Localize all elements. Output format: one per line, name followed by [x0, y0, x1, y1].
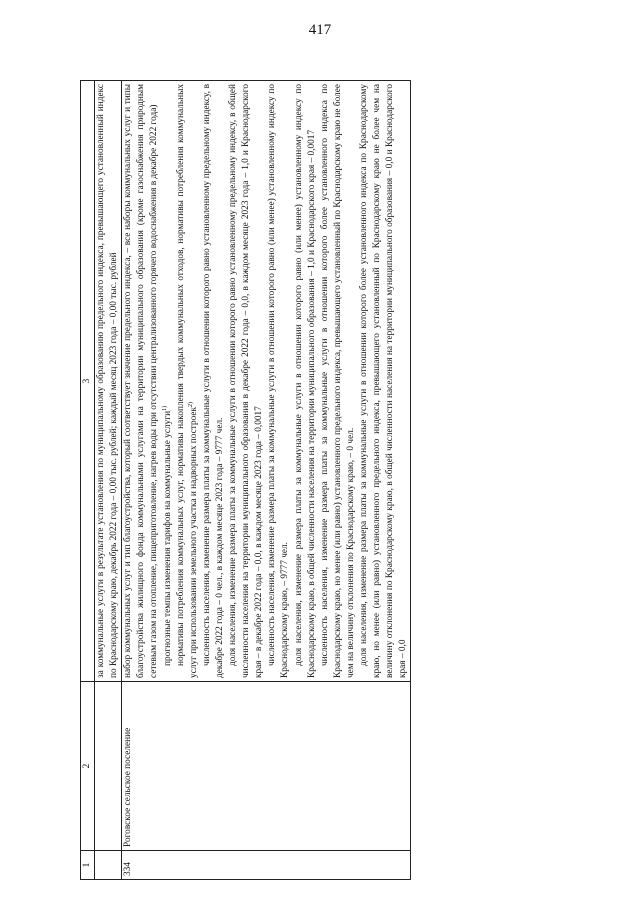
paragraph-0: набор коммунальных услуг и тип благоустройства, который соответствует значение предельного индекса, – все наборы коммунальных услуг и типы благоустройства жилищного фонда коммунальными услугами на территории муниципального образования (кроме газоснабжения природным сетевым газом на отопление, пищеприготовление, нагрев воды при отсутствии централизованного горячего водоснабжения в декабре 2022 года) — [123, 84, 160, 678]
table-header-row — [81, 81, 95, 880]
paragraph-6: доля населения, изменение размера платы за коммунальные услуги в отношении которого равно (или менее) установленному индексу по Краснодарскому краю, в общей численности населения на территории муниципального образования – 1,0 и Краснодарского края – 0,0017 — [293, 84, 317, 678]
row-number: 334 — [122, 851, 411, 880]
paragraph-3: численность населения, изменение размера платы за коммунальные услуги в отношении которого равно установленному предельному индексу, в декабре 2022 года – 0 чел., в каждом месяце 2023 года – 9777 чел. — [201, 84, 225, 678]
row-details-cell — [122, 81, 411, 682]
rotated-table-container — [80, 80, 580, 880]
continuation-num-cell — [95, 851, 122, 880]
continuation-text-cell — [95, 81, 122, 682]
page-number: 417 — [308, 22, 332, 38]
header-col-3: 3 — [81, 81, 95, 682]
header-col-1: 1 — [81, 851, 95, 880]
continuation-name-cell — [95, 682, 122, 851]
paragraph-2: нормативы потребления коммунальных услуг, нормативы накопления твердых коммунальных отходов, нормативы потребления коммунальных услуг при использовании земельного участка и надворных построек$^{2)}$ — [175, 84, 199, 678]
paragraph-7: численность населения, изменение размера платы за коммунальные услуги в отношении которого более установленного индекса по Краснодарскому краю, но менее (или равно) установленного предельного индекса, превышающего установленный по Краснодарскому краю не более чем на величину отклонения по Краснодарскому краю, – 0 чел. — [319, 84, 356, 678]
data-table — [80, 80, 411, 880]
header-col-2: 2 — [81, 682, 95, 851]
paragraph-4: доля населения, изменение размера платы за коммунальные услуги в отношении которого равно установленному предельному индексу, в общей численности населения на территории муниципального образования в декабре 2022 года – 0,0, в каждом месяце 2023 года – 1,0 и Краснодарского края – в декабре 2022 года – 0,0, в каждом месяце 2023 года – 0,0017 — [228, 84, 265, 678]
continuation-text: за коммунальные услуги в результате установления по муниципальному образованию предельного индекса, превышающего установленный индекс по Краснодарскому краю, декабрь 2022 года – 0,00 тыс. рублей; каждый месяц 2023 года – 0,00 тыс. рублей — [96, 84, 120, 678]
paragraph-8: доля населения, изменение размера платы за коммунальные услуги в отношении которого более установленного индекса по Краснодарскому краю, но менее (или равно) установленного предельного индекса, превышающего установленный по Краснодарскому краю не более чем на величину отклонения по Краснодарскому краю, в общей численности населения на территории муниципального образования – 0,0 и Краснодарского края – 0,0 — [358, 84, 409, 678]
continuation-row — [95, 81, 122, 880]
paragraph-5: численность населения, изменение размера платы за коммунальные услуги в отношении которого равно (или менее) установленному индексу по Краснодарскому краю, – 9777 чел. — [267, 84, 291, 678]
paragraph-1: прогнозные темпы изменения тарифов на коммунальные услуги$^{1)}$ — [161, 405, 173, 666]
settlement-name: Роговское сельское поселение — [122, 682, 411, 851]
table-row — [122, 81, 411, 880]
